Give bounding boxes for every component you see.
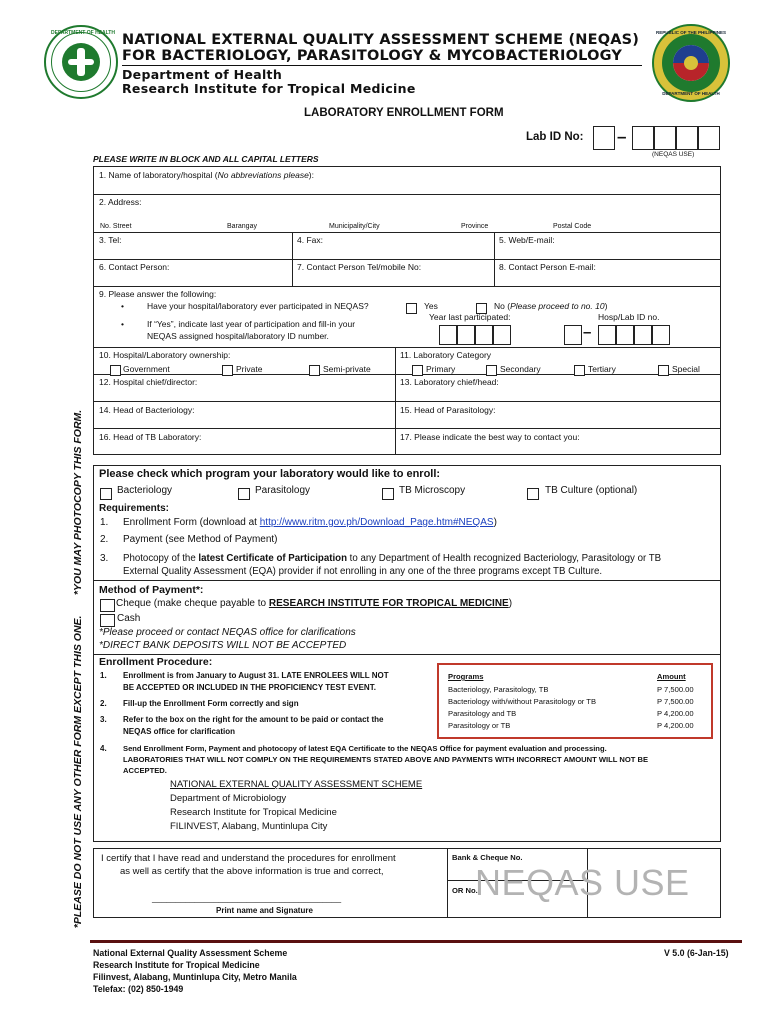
right-seal-bottom-text: DEPARTMENT OF HEALTH [662,91,720,96]
field-9-bullet-1: • [121,301,124,311]
category-special-checkbox[interactable] [658,362,669,380]
year-box-4[interactable] [493,325,511,345]
procedure-step-2: Fill-up the Enrollment Form correctly and sign [123,699,299,708]
procedure-step-3-b: NEQAS office for clarification [123,727,236,736]
payment-cheque-label: Cheque (make cheque payable to RESEARCH INSTITUTE FOR TROPICAL MEDICINE) [116,598,513,609]
program-heading: Please check which program your laboratory would like to enroll: [99,468,441,480]
ownership-semi-private-checkbox[interactable] [309,362,320,380]
lab-id-note: (NEQAS USE) [652,151,695,158]
requirement-1-number: 1. [100,517,109,528]
hosp-lab-id-label: Hosp/Lab ID no. [598,312,660,322]
field-6-contact-person[interactable]: 6. Contact Person: [99,262,170,272]
field-9-question-2b: NEQAS assigned hospital/laboratory ID number. [147,331,329,341]
field-9-bullet-2: • [121,319,124,329]
philippines-doh-seal-right [652,24,730,102]
program-parasitology-checkbox[interactable] [238,485,250,503]
requirement-2-number: 2. [100,534,109,545]
hosp-id-box-3[interactable] [616,325,634,345]
procedure-heading: Enrollment Procedure: [99,656,213,668]
header-institute: Research Institute for Tropical Medicine [122,81,416,96]
addr-street-label: No. Street [100,223,132,230]
procedure-step-1-number: 1. [100,671,107,680]
fee-col-programs: Programs [448,672,484,681]
requirements-heading: Requirements: [99,503,170,514]
field-9-label: 9. Please answer the following: [99,289,217,299]
lab-id-box-4[interactable] [676,126,698,150]
procedure-step-4-a: Send Enrollment Form, Payment and photocopy of latest EQA Certificate to the NEQAS Office for payment evaluation and processing. [123,744,607,753]
procedure-step-1-b: BE ACCEPTED OR INCLUDED IN THE PROFICIENCY TEST EVENT. [123,683,376,692]
year-last-participated-label: Year last participated: [429,312,511,322]
field-9-question-2a: If “Yes”, indicate last year of participation and fill-in your [147,319,356,329]
addr-postal-label: Postal Code [553,223,592,230]
side-instruction-text: *PLEASE DO NOT USE ANY OTHER FORM EXCEPT THIS ONE. *YOU MAY PHOTOCOPY THIS FORM. [72,409,84,929]
field-7-contact-tel[interactable]: 7. Contact Person Tel/mobile No: [297,262,422,272]
payment-note-1: *Please proceed or contact NEQAS office for clarifications [99,627,356,638]
payment-note-2: *DIRECT BANK DEPOSITS WILL NOT BE ACCEPTED [99,640,347,651]
instruction-text: PLEASE WRITE IN BLOCK AND ALL CAPITAL LETTERS [93,154,319,164]
fee-row-1-amount: P 7,500.00 [657,685,694,694]
ownership-private-label: Private [236,364,263,374]
form-title: LABORATORY ENROLLMENT FORM [304,107,504,119]
or-number-label[interactable]: OR No. [452,886,478,895]
category-special-label: Special [672,364,700,374]
fee-row-2-program: Bacteriology with/without Parasitology or TB [448,697,597,706]
field-1-label: 1. Name of laboratory/hospital (No abbreviations please): [99,170,314,180]
ownership-government-label: Government [123,364,170,374]
procedure-step-2-number: 2. [100,699,107,708]
program-tb-culture-label: TB Culture (optional) [545,485,638,496]
payment-cash-label: Cash [117,613,141,624]
requirement-1: Enrollment Form (download at http://www.ritm.gov.ph/Download_Page.htm#NEQAS) [123,517,497,528]
requirement-3: Photocopy of the latest Certificate of Participation to any Department of Health recognized Bacteriology, Parasitology or TB [123,553,662,564]
procedure-step-1-a: Enrollment is from January to August 31. LATE ENROLEES WILL NOT [123,671,389,680]
field-13-lab-chief[interactable]: 13. Laboratory chief/head: [400,377,499,387]
program-tb-microscopy-checkbox[interactable] [382,485,394,503]
fee-row-4-amount: P 4,200.00 [657,721,694,730]
field-2-label[interactable]: 2. Address: [99,197,142,207]
field-14-head-bacteriology[interactable]: 14. Head of Bacteriology: [99,405,195,415]
fee-row-4-program: Parasitology or TB [448,721,511,730]
payment-heading: Method of Payment*: [99,584,204,596]
hosp-id-box-5[interactable] [652,325,670,345]
addr-province-label: Province [461,223,489,230]
year-box-1[interactable] [439,325,457,345]
category-tertiary-checkbox[interactable] [574,362,585,380]
header-title-line1: NATIONAL EXTERNAL QUALITY ASSESSMENT SCHEME (NEQAS) [122,32,640,48]
doh-seal-left [44,25,118,99]
right-seal-top-text: REPUBLIC OF THE PHILIPPINES [655,30,726,35]
fee-table [437,663,713,739]
version-label: V 5.0 (6-Jan-15) [664,948,729,958]
field-10-label: 10. Hospital/Laboratory ownership: [99,350,231,360]
addr-barangay-label: Barangay [227,223,257,230]
program-tb-microscopy-label: TB Microscopy [399,485,466,496]
header-dept: Department of Health [122,67,283,82]
lab-id-box-1[interactable] [593,126,615,150]
requirement-3-line2: External Quality Assessment (EQA) provider if not enrolling in any one of the three programs except TB Culture. [123,566,603,577]
mailing-address-line-3: Research Institute for Tropical Medicine [170,807,337,818]
field-16-head-tb-lab[interactable]: 16. Head of TB Laboratory: [99,432,202,442]
footer-line-2: Research Institute for Tropical Medicine [93,960,260,970]
hosp-id-dash: – [583,324,592,341]
field-3-tel[interactable]: 3. Tel: [99,235,122,245]
program-bacteriology-checkbox[interactable] [100,485,112,503]
field-9-no-label: No (Please proceed to no. 10) [494,301,608,311]
field-9-question-1: Have your hospital/laboratory ever participated in NEQAS? [147,301,369,311]
program-parasitology-label: Parasitology [255,485,311,496]
footer-line-1: National External Quality Assessment Scheme [93,948,288,958]
procedure-step-3-number: 3. [100,715,107,724]
hosp-id-box-2[interactable] [598,325,616,345]
procedure-step-4-b: LABORATORIES THAT WILL NOT COMPLY ON THE REQUIREMENTS STATED ABOVE AND PAYMENTS WITH INCORRECT AMOUNT WILL NOT BE [123,755,649,764]
mailing-address-line-2: Department of Microbiology [170,793,287,804]
lab-id-label: Lab ID No: [526,131,584,143]
field-11-label: 11. Laboratory Category [400,350,492,360]
lab-id-box-2[interactable] [632,126,654,150]
year-box-3[interactable] [475,325,493,345]
category-secondary-label: Secondary [500,364,541,374]
year-box-2[interactable] [457,325,475,345]
neqas-use-watermark: NEQAS USE [475,862,690,903]
requirement-3-number: 3. [100,553,109,564]
field-9-yes-label: Yes [424,301,438,311]
addr-municipality-label: Municipality/City [329,223,380,230]
mailing-address-line-4: FILINVEST, Alabang, Muntinlupa City [170,821,328,832]
fee-col-amount: Amount [657,672,686,681]
footer-line-4: Telefax: (02) 850-1949 [93,984,184,994]
program-bacteriology-label: Bacteriology [117,485,173,496]
fee-row-3-program: Parasitology and TB [448,709,517,718]
header-rule [122,65,642,66]
mailing-address-line-1: NATIONAL EXTERNAL QUALITY ASSESSMENT SCHEME [170,779,423,790]
category-primary-label: Primary [426,364,456,374]
field-5-web[interactable]: 5. Web/E-mail: [499,235,555,245]
ownership-private-checkbox[interactable] [222,362,233,380]
fee-row-2-amount: P 7,500.00 [657,697,694,706]
signature-line[interactable]: ________________________________________ [152,893,342,903]
footer-rule [90,940,742,943]
download-link[interactable]: http://www.ritm.gov.ph/Download_Page.htm#NEQAS [259,517,494,528]
procedure-step-3-a: Refer to the box on the right for the amount to be paid or contact the [123,715,384,724]
footer-line-3: Filinvest, Alabang, Muntinlupa City, Metro Manila [93,972,297,982]
fee-row-1-program: Bacteriology, Parasitology, TB [448,685,549,694]
category-tertiary-label: Tertiary [588,364,616,374]
field-4-fax[interactable]: 4. Fax: [297,235,323,245]
field-8-contact-email[interactable]: 8. Contact Person E-mail: [499,262,596,272]
lab-id-box-3[interactable] [654,126,676,150]
requirement-2: Payment (see Method of Payment) [123,534,278,545]
field-12-hospital-chief[interactable]: 12. Hospital chief/director: [99,377,198,387]
certify-line-1: I certify that I have read and understand the procedures for enrollment [101,853,396,864]
hosp-id-box-1[interactable] [564,325,582,345]
left-seal-text: DEPARTMENT OF HEALTH [51,30,115,36]
hosp-id-box-4[interactable] [634,325,652,345]
program-tb-culture-checkbox[interactable] [527,485,539,503]
lab-id-box-5[interactable] [698,126,720,150]
certify-line-2: as well as certify that the above information is true and correct, [120,866,384,877]
bank-cheque-label[interactable]: Bank & Cheque No. [452,853,523,862]
fee-row-3-amount: P 4,200.00 [657,709,694,718]
header-title-line2: FOR BACTERIOLOGY, PARASITOLOGY & MYCOBACTERIOLOGY [122,48,623,64]
signature-label: Print name and Signature [216,906,313,915]
procedure-step-4-number: 4. [100,744,107,753]
lab-id-dash: – [617,127,627,146]
field-17-contact-method[interactable]: 17. Please indicate the best way to contact you: [400,432,580,442]
ownership-semi-private-label: Semi-private [323,364,371,374]
field-15-head-parasitology[interactable]: 15. Head of Parasitology: [400,405,496,415]
procedure-step-4-c: ACCEPTED. [123,766,167,775]
field-9-yes-checkbox[interactable] [406,300,417,318]
